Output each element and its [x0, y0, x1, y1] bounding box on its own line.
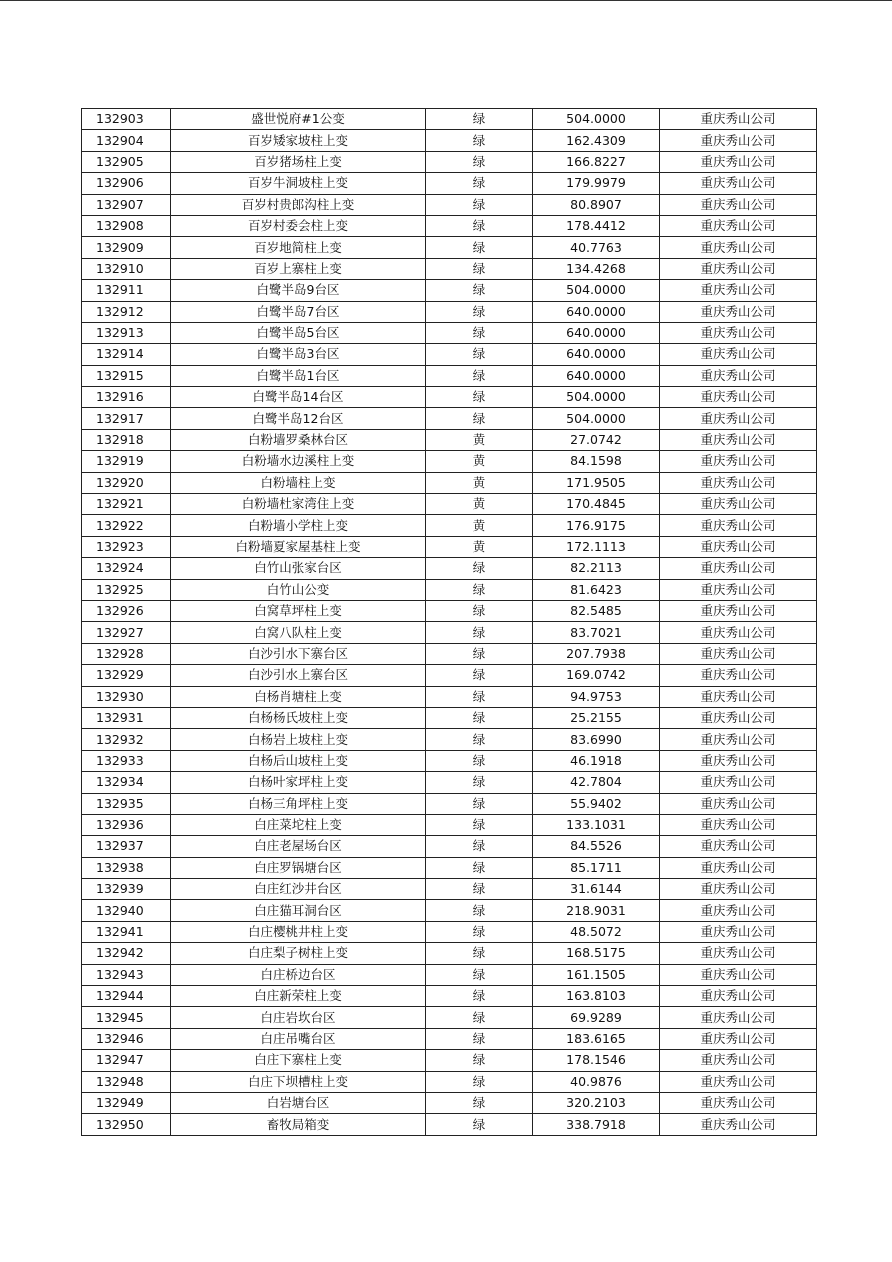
company-name-cell: 重庆秀山公司	[660, 814, 817, 835]
table-row	[82, 600, 817, 621]
row-id-cell: 132937	[82, 836, 171, 857]
status-level-cell: 绿	[426, 857, 533, 878]
row-id-cell: 132930	[82, 686, 171, 707]
capacity-value-cell: 504.0000	[533, 280, 660, 301]
table-row	[82, 793, 817, 814]
company-name-cell: 重庆秀山公司	[660, 429, 817, 450]
company-name-cell: 重庆秀山公司	[660, 1028, 817, 1049]
status-level-cell: 绿	[426, 1007, 533, 1028]
capacity-value-cell: 504.0000	[533, 387, 660, 408]
company-name-cell: 重庆秀山公司	[660, 151, 817, 172]
status-level-cell: 绿	[426, 622, 533, 643]
row-id-cell: 132910	[82, 258, 171, 279]
status-level-cell: 绿	[426, 408, 533, 429]
company-name-cell: 重庆秀山公司	[660, 280, 817, 301]
transformer-name-cell: 畜牧局箱变	[171, 1114, 426, 1135]
status-level-cell: 绿	[426, 900, 533, 921]
table-row	[82, 387, 817, 408]
company-name-cell: 重庆秀山公司	[660, 109, 817, 130]
capacity-value-cell: 81.6423	[533, 579, 660, 600]
table-row	[82, 643, 817, 664]
transformer-name-cell: 百岁上寨柱上变	[171, 258, 426, 279]
table-row	[82, 943, 817, 964]
transformer-name-cell: 白庄猫耳洞台区	[171, 900, 426, 921]
table-row	[82, 451, 817, 472]
capacity-value-cell: 84.1598	[533, 451, 660, 472]
table-row	[82, 237, 817, 258]
transformer-name-cell: 白粉墙夏家屋基柱上变	[171, 536, 426, 557]
transformer-name-cell: 白庄罗锅塘台区	[171, 857, 426, 878]
table-row	[82, 964, 817, 985]
transformer-name-cell: 白鹭半岛12台区	[171, 408, 426, 429]
company-name-cell: 重庆秀山公司	[660, 772, 817, 793]
table-row	[82, 151, 817, 172]
capacity-value-cell: 94.9753	[533, 686, 660, 707]
table-row	[82, 857, 817, 878]
status-level-cell: 绿	[426, 387, 533, 408]
capacity-value-cell: 162.4309	[533, 130, 660, 151]
table-row	[82, 750, 817, 771]
transformer-name-cell: 白庄新荣柱上变	[171, 986, 426, 1007]
status-level-cell: 绿	[426, 579, 533, 600]
data-table	[81, 108, 817, 1136]
transformer-name-cell: 百岁村委会柱上变	[171, 215, 426, 236]
status-level-cell: 绿	[426, 1028, 533, 1049]
table-row	[82, 1092, 817, 1113]
transformer-name-cell: 百岁地简柱上变	[171, 237, 426, 258]
capacity-value-cell: 171.9505	[533, 472, 660, 493]
status-level-cell: 绿	[426, 750, 533, 771]
transformer-name-cell: 白粉墙柱上变	[171, 472, 426, 493]
capacity-value-cell: 178.1546	[533, 1050, 660, 1071]
capacity-value-cell: 640.0000	[533, 344, 660, 365]
capacity-value-cell: 55.9402	[533, 793, 660, 814]
table-row	[82, 622, 817, 643]
status-level-cell: 绿	[426, 643, 533, 664]
row-id-cell: 132925	[82, 579, 171, 600]
company-name-cell: 重庆秀山公司	[660, 558, 817, 579]
company-name-cell: 重庆秀山公司	[660, 237, 817, 258]
transformer-name-cell: 白杨岩上坡柱上变	[171, 729, 426, 750]
status-level-cell: 绿	[426, 258, 533, 279]
capacity-value-cell: 40.7763	[533, 237, 660, 258]
transformer-name-cell: 白窝草坪柱上变	[171, 600, 426, 621]
company-name-cell: 重庆秀山公司	[660, 793, 817, 814]
capacity-value-cell: 69.9289	[533, 1007, 660, 1028]
capacity-value-cell: 218.9031	[533, 900, 660, 921]
company-name-cell: 重庆秀山公司	[660, 536, 817, 557]
row-id-cell: 132933	[82, 750, 171, 771]
company-name-cell: 重庆秀山公司	[660, 472, 817, 493]
transformer-name-cell: 百岁牛洞坡柱上变	[171, 173, 426, 194]
company-name-cell: 重庆秀山公司	[660, 130, 817, 151]
row-id-cell: 132939	[82, 879, 171, 900]
table-row	[82, 558, 817, 579]
row-id-cell: 132932	[82, 729, 171, 750]
capacity-value-cell: 640.0000	[533, 322, 660, 343]
company-name-cell: 重庆秀山公司	[660, 173, 817, 194]
company-name-cell: 重庆秀山公司	[660, 921, 817, 942]
status-level-cell: 绿	[426, 772, 533, 793]
table-row	[82, 301, 817, 322]
transformer-name-cell: 白庄岩坎台区	[171, 1007, 426, 1028]
status-level-cell: 绿	[426, 344, 533, 365]
company-name-cell: 重庆秀山公司	[660, 258, 817, 279]
status-level-cell: 绿	[426, 729, 533, 750]
table-row	[82, 686, 817, 707]
transformer-name-cell: 白粉墙水边溪柱上变	[171, 451, 426, 472]
capacity-value-cell: 31.6144	[533, 879, 660, 900]
row-id-cell: 132906	[82, 173, 171, 194]
company-name-cell: 重庆秀山公司	[660, 665, 817, 686]
status-level-cell: 绿	[426, 130, 533, 151]
table-row	[82, 729, 817, 750]
capacity-value-cell: 48.5072	[533, 921, 660, 942]
row-id-cell: 132935	[82, 793, 171, 814]
row-id-cell: 132915	[82, 365, 171, 386]
transformer-name-cell: 白庄菜坨柱上变	[171, 814, 426, 835]
transformer-name-cell: 白鹭半岛7台区	[171, 301, 426, 322]
transformer-name-cell: 白鹭半岛9台区	[171, 280, 426, 301]
transformer-name-cell: 百岁村贵郎沟柱上变	[171, 194, 426, 215]
company-name-cell: 重庆秀山公司	[660, 494, 817, 515]
capacity-value-cell: 133.1031	[533, 814, 660, 835]
company-name-cell: 重庆秀山公司	[660, 943, 817, 964]
status-level-cell: 黄	[426, 494, 533, 515]
transformer-name-cell: 白杨肖塘柱上变	[171, 686, 426, 707]
row-id-cell: 132916	[82, 387, 171, 408]
row-id-cell: 132918	[82, 429, 171, 450]
table-row	[82, 707, 817, 728]
status-level-cell: 黄	[426, 451, 533, 472]
company-name-cell: 重庆秀山公司	[660, 322, 817, 343]
status-level-cell: 绿	[426, 879, 533, 900]
table-row	[82, 344, 817, 365]
table-row	[82, 494, 817, 515]
status-level-cell: 绿	[426, 1050, 533, 1071]
capacity-value-cell: 85.1711	[533, 857, 660, 878]
capacity-value-cell: 80.8907	[533, 194, 660, 215]
transformer-name-cell: 白庄桥边台区	[171, 964, 426, 985]
row-id-cell: 132926	[82, 600, 171, 621]
transformer-name-cell: 白窝八队柱上变	[171, 622, 426, 643]
company-name-cell: 重庆秀山公司	[660, 707, 817, 728]
status-level-cell: 绿	[426, 215, 533, 236]
capacity-value-cell: 83.7021	[533, 622, 660, 643]
row-id-cell: 132920	[82, 472, 171, 493]
capacity-value-cell: 161.1505	[533, 964, 660, 985]
status-level-cell: 绿	[426, 365, 533, 386]
transformer-name-cell: 白竹山张家台区	[171, 558, 426, 579]
company-name-cell: 重庆秀山公司	[660, 579, 817, 600]
table-row	[82, 1007, 817, 1028]
capacity-value-cell: 320.2103	[533, 1092, 660, 1113]
transformer-name-cell: 白庄下寨柱上变	[171, 1050, 426, 1071]
table-row	[82, 1050, 817, 1071]
status-level-cell: 绿	[426, 151, 533, 172]
capacity-value-cell: 83.6990	[533, 729, 660, 750]
capacity-value-cell: 84.5526	[533, 836, 660, 857]
transformer-name-cell: 白粉墙小学柱上变	[171, 515, 426, 536]
transformer-name-cell: 白庄下坝槽柱上变	[171, 1071, 426, 1092]
company-name-cell: 重庆秀山公司	[660, 857, 817, 878]
transformer-name-cell: 白庄梨子树柱上变	[171, 943, 426, 964]
row-id-cell: 132938	[82, 857, 171, 878]
table-row	[82, 515, 817, 536]
table-row	[82, 408, 817, 429]
capacity-value-cell: 168.5175	[533, 943, 660, 964]
transformer-name-cell: 白沙引水上寨台区	[171, 665, 426, 686]
company-name-cell: 重庆秀山公司	[660, 515, 817, 536]
row-id-cell: 132909	[82, 237, 171, 258]
capacity-value-cell: 183.6165	[533, 1028, 660, 1049]
row-id-cell: 132913	[82, 322, 171, 343]
table-row	[82, 836, 817, 857]
table-row	[82, 579, 817, 600]
capacity-value-cell: 640.0000	[533, 365, 660, 386]
transformer-name-cell: 百岁矮家坡柱上变	[171, 130, 426, 151]
table-row	[82, 986, 817, 1007]
company-name-cell: 重庆秀山公司	[660, 622, 817, 643]
row-id-cell: 132914	[82, 344, 171, 365]
table-row	[82, 215, 817, 236]
status-level-cell: 绿	[426, 600, 533, 621]
status-level-cell: 黄	[426, 429, 533, 450]
table-row	[82, 173, 817, 194]
row-id-cell: 132919	[82, 451, 171, 472]
company-name-cell: 重庆秀山公司	[660, 387, 817, 408]
company-name-cell: 重庆秀山公司	[660, 964, 817, 985]
status-level-cell: 绿	[426, 943, 533, 964]
capacity-value-cell: 504.0000	[533, 109, 660, 130]
transformer-name-cell: 盛世悦府#1公变	[171, 109, 426, 130]
company-name-cell: 重庆秀山公司	[660, 643, 817, 664]
company-name-cell: 重庆秀山公司	[660, 344, 817, 365]
row-id-cell: 132928	[82, 643, 171, 664]
table-row	[82, 258, 817, 279]
status-level-cell: 绿	[426, 707, 533, 728]
table-row	[82, 280, 817, 301]
status-level-cell: 黄	[426, 472, 533, 493]
company-name-cell: 重庆秀山公司	[660, 194, 817, 215]
status-level-cell: 绿	[426, 322, 533, 343]
table-row	[82, 472, 817, 493]
transformer-name-cell: 白庄老屋场台区	[171, 836, 426, 857]
capacity-value-cell: 172.1113	[533, 536, 660, 557]
row-id-cell: 132929	[82, 665, 171, 686]
table-row	[82, 365, 817, 386]
transformer-name-cell: 白鹭半岛5台区	[171, 322, 426, 343]
row-id-cell: 132924	[82, 558, 171, 579]
capacity-value-cell: 25.2155	[533, 707, 660, 728]
row-id-cell: 132942	[82, 943, 171, 964]
row-id-cell: 132949	[82, 1092, 171, 1113]
row-id-cell: 132904	[82, 130, 171, 151]
status-level-cell: 绿	[426, 301, 533, 322]
row-id-cell: 132912	[82, 301, 171, 322]
row-id-cell: 132940	[82, 900, 171, 921]
capacity-value-cell: 169.0742	[533, 665, 660, 686]
status-level-cell: 绿	[426, 665, 533, 686]
row-id-cell: 132944	[82, 986, 171, 1007]
company-name-cell: 重庆秀山公司	[660, 836, 817, 857]
capacity-value-cell: 179.9979	[533, 173, 660, 194]
transformer-name-cell: 白岩塘台区	[171, 1092, 426, 1113]
company-name-cell: 重庆秀山公司	[660, 408, 817, 429]
capacity-value-cell: 27.0742	[533, 429, 660, 450]
capacity-value-cell: 207.7938	[533, 643, 660, 664]
transformer-name-cell: 白鹭半岛14台区	[171, 387, 426, 408]
capacity-value-cell: 40.9876	[533, 1071, 660, 1092]
transformer-name-cell: 百岁猪场柱上变	[171, 151, 426, 172]
company-name-cell: 重庆秀山公司	[660, 986, 817, 1007]
status-level-cell: 绿	[426, 1071, 533, 1092]
transformer-name-cell: 白庄红沙井台区	[171, 879, 426, 900]
status-level-cell: 绿	[426, 280, 533, 301]
status-level-cell: 绿	[426, 921, 533, 942]
capacity-value-cell: 166.8227	[533, 151, 660, 172]
status-level-cell: 绿	[426, 1092, 533, 1113]
capacity-value-cell: 504.0000	[533, 408, 660, 429]
row-id-cell: 132908	[82, 215, 171, 236]
table-row	[82, 879, 817, 900]
row-id-cell: 132927	[82, 622, 171, 643]
capacity-value-cell: 42.7804	[533, 772, 660, 793]
table-row	[82, 665, 817, 686]
row-id-cell: 132946	[82, 1028, 171, 1049]
status-level-cell: 绿	[426, 173, 533, 194]
table-row	[82, 1028, 817, 1049]
row-id-cell: 132903	[82, 109, 171, 130]
row-id-cell: 132921	[82, 494, 171, 515]
row-id-cell: 132936	[82, 814, 171, 835]
transformer-name-cell: 白庄吊嘴台区	[171, 1028, 426, 1049]
table-row	[82, 900, 817, 921]
status-level-cell: 绿	[426, 814, 533, 835]
company-name-cell: 重庆秀山公司	[660, 686, 817, 707]
row-id-cell: 132911	[82, 280, 171, 301]
company-name-cell: 重庆秀山公司	[660, 1092, 817, 1113]
status-level-cell: 绿	[426, 964, 533, 985]
table-body	[82, 109, 817, 1136]
company-name-cell: 重庆秀山公司	[660, 1071, 817, 1092]
row-id-cell: 132941	[82, 921, 171, 942]
capacity-value-cell: 46.1918	[533, 750, 660, 771]
status-level-cell: 绿	[426, 237, 533, 258]
transformer-name-cell: 白竹山公变	[171, 579, 426, 600]
company-name-cell: 重庆秀山公司	[660, 900, 817, 921]
transformer-name-cell: 白鹭半岛3台区	[171, 344, 426, 365]
company-name-cell: 重庆秀山公司	[660, 1050, 817, 1071]
row-id-cell: 132945	[82, 1007, 171, 1028]
table-row	[82, 1071, 817, 1092]
company-name-cell: 重庆秀山公司	[660, 365, 817, 386]
table-row	[82, 194, 817, 215]
status-level-cell: 绿	[426, 194, 533, 215]
table-row	[82, 130, 817, 151]
table-row	[82, 536, 817, 557]
transformer-name-cell: 白粉墙杜家湾住上变	[171, 494, 426, 515]
company-name-cell: 重庆秀山公司	[660, 729, 817, 750]
table-row	[82, 322, 817, 343]
company-name-cell: 重庆秀山公司	[660, 215, 817, 236]
row-id-cell: 132950	[82, 1114, 171, 1135]
company-name-cell: 重庆秀山公司	[660, 1007, 817, 1028]
status-level-cell: 绿	[426, 836, 533, 857]
status-level-cell: 绿	[426, 986, 533, 1007]
company-name-cell: 重庆秀山公司	[660, 879, 817, 900]
company-name-cell: 重庆秀山公司	[660, 600, 817, 621]
row-id-cell: 132931	[82, 707, 171, 728]
transformer-name-cell: 白杨杨氏坡柱上变	[171, 707, 426, 728]
row-id-cell: 132947	[82, 1050, 171, 1071]
row-id-cell: 132917	[82, 408, 171, 429]
status-level-cell: 绿	[426, 109, 533, 130]
status-level-cell: 绿	[426, 558, 533, 579]
table-row	[82, 429, 817, 450]
transformer-name-cell: 白沙引水下寨台区	[171, 643, 426, 664]
table-row	[82, 109, 817, 130]
company-name-cell: 重庆秀山公司	[660, 750, 817, 771]
capacity-value-cell: 163.8103	[533, 986, 660, 1007]
capacity-value-cell: 170.4845	[533, 494, 660, 515]
transformer-name-cell: 白杨叶家坪柱上变	[171, 772, 426, 793]
company-name-cell: 重庆秀山公司	[660, 301, 817, 322]
row-id-cell: 132934	[82, 772, 171, 793]
row-id-cell: 132907	[82, 194, 171, 215]
capacity-value-cell: 178.4412	[533, 215, 660, 236]
table-row	[82, 772, 817, 793]
company-name-cell: 重庆秀山公司	[660, 451, 817, 472]
transformer-name-cell: 白庄樱桃井柱上变	[171, 921, 426, 942]
transformer-name-cell: 白杨后山坡柱上变	[171, 750, 426, 771]
status-level-cell: 绿	[426, 1114, 533, 1135]
transformer-name-cell: 白鹭半岛1台区	[171, 365, 426, 386]
transformer-name-cell: 白粉墙罗桑林台区	[171, 429, 426, 450]
row-id-cell: 132943	[82, 964, 171, 985]
table-row	[82, 1114, 817, 1135]
status-level-cell: 黄	[426, 515, 533, 536]
row-id-cell: 132905	[82, 151, 171, 172]
table-row	[82, 921, 817, 942]
capacity-value-cell: 82.2113	[533, 558, 660, 579]
status-level-cell: 绿	[426, 793, 533, 814]
row-id-cell: 132922	[82, 515, 171, 536]
transformer-name-cell: 白杨三角坪柱上变	[171, 793, 426, 814]
status-level-cell: 黄	[426, 536, 533, 557]
table-row	[82, 814, 817, 835]
capacity-value-cell: 176.9175	[533, 515, 660, 536]
row-id-cell: 132923	[82, 536, 171, 557]
capacity-value-cell: 134.4268	[533, 258, 660, 279]
capacity-value-cell: 640.0000	[533, 301, 660, 322]
row-id-cell: 132948	[82, 1071, 171, 1092]
capacity-value-cell: 82.5485	[533, 600, 660, 621]
capacity-value-cell: 338.7918	[533, 1114, 660, 1135]
company-name-cell: 重庆秀山公司	[660, 1114, 817, 1135]
status-level-cell: 绿	[426, 686, 533, 707]
